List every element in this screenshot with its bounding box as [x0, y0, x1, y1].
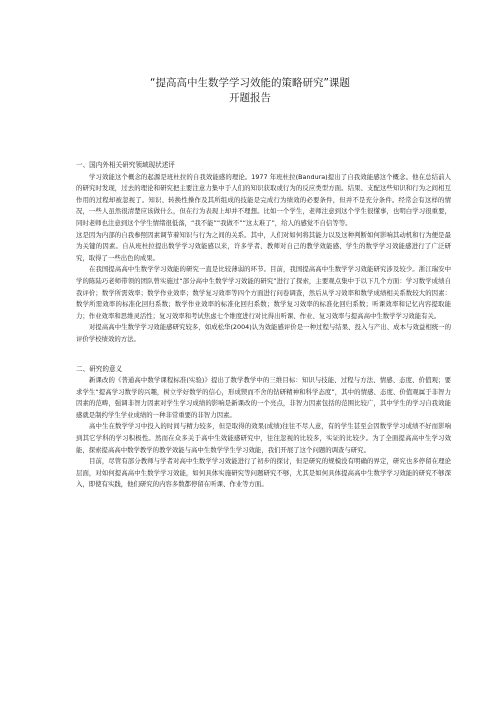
document-subtitle: 开题报告: [229, 92, 271, 104]
section-gap: [76, 346, 451, 364]
section-heading: 一、国内外相关研究领域现状述评: [76, 161, 175, 169]
paragraph: 目前，尽管有部分教师与学者对高中生数学学习效能进行了初步的探讨，但是研究的规模没有明确的界定，研究也多停留在理论层面，对如何提高高中生数学学习效能，如何具体实施研究等问题研究不够，尤其是如何具体提高高中生数学学习效能的研究不够深入，即使有实践，他们研究的内容多数都停留在听课、作业等方面。: [76, 457, 451, 489]
paragraph: 高中生在数学学习中投入的时间与精力较多，但是取得的效果(成绩)往往不尽人意，有的学生甚至会因数学学习成绩不好而影响到其它学科的学习积极性。然而在众多关于高中生效能感研究中，往往忽视的比较多，实证的比较少。为了全面提高高中生学习效能，探索提高高中数学教学的教学效能与高中生数学学生学习效能，我们开展了这个问题的调查与研究。: [76, 422, 451, 454]
paragraph: 新课改的《普通高中数学课程标准(实验)》提出了数学教学中的三维目标：知识与技能、过程与方法、情感、态度、价值观；要求学生“提高学习数学的兴趣，树立学好数学的信心，形成锲而不舍的钻研精神和科学态度”，其中的情感、态度、价值观属于非智力因素的范畴，强调非智力因素对学生学习成绩的影响是新课改的一个亮点，非智力因素包括的范围比较广，其中学生的学习自我效能感就是制约学生学业成绩的一种非常重要的非智力因素。: [76, 376, 451, 419]
section-heading: 二、研究的意义: [76, 364, 123, 373]
document-title: “提高高中生数学学习效能的策略研究”课题: [150, 77, 350, 89]
paragraph: 学习效能这个概念的起源是班杜拉的自我效能感的理论。1977 年班杜拉(Bandura)提出了自我效能感这个概念。他在总结前人的研究时发现，过去的理论和研究把主要注意力集中于人们的知识获取或行为的反应类型方面。结果、支配这些知识和行为之间相互作用的过程却被忽视了。知识、转换性操作及其所组成的技能是完成行为绩效的必要条件，但并不是充分条件。经常会有这样的情况，一些人虽然很清楚应该做什么，但在行为表现上却并不理想。比如一个学生，老师注意到这个学生很懂事，也明白学习很重要，同时老师也注意到这个学生情绪很低落，“我不能”“我做不”“这太难了”，给人的感觉不自信等等。: [76, 172, 451, 227]
paragraph: 在我国提高高中生数学学习效能的研究一直是比较薄弱的环节。目前，我国提高高中生数学学习效能研究涉及较少。浙江瑞安中学的陈陆巧老师带领的团队曾实施过“部分高中生数学学习效能的研究”进行了探索，主要观点集中于以下几个方面：学习数学成绩自我评价；数学所需效率；数学作业效率；数学复习效率等四个方面进行问卷调查，然后从学习效率和数学成绩相关系数较大的因素：数学所需效率的标准化回归系数；数学作业效率的标准化回归系数；数学复习效率的标准化回归系数；听课效率和记忆内容提取能力；作业效率和思维灵活性；复习效率和考试焦虑七个维度进行对比得出听课、作业、复习效率与提高高中生数学学习效能有关。: [76, 265, 451, 320]
paragraph: 这是因为内部的自我参照因素调节着知识与行为之间的关系。其中，人们对如何将其能力以及这种判断如何影响其动机和行为便是最为关键的因素。自从班杜拉提出数学学习效能感以来，许多学者、教师对自己的教学效能感、学生的数学学习效能感进行了广泛研究，取得了一些出色的成果。: [76, 230, 451, 262]
paragraph: 对提高高中生数学学习效能感研究较多，如成松华(2004)认为效能感评价是一种过程与结果、投入与产出、成本与效益相统一的评价学校绩效的方法。: [76, 323, 451, 343]
document-body: [76, 160, 451, 491]
